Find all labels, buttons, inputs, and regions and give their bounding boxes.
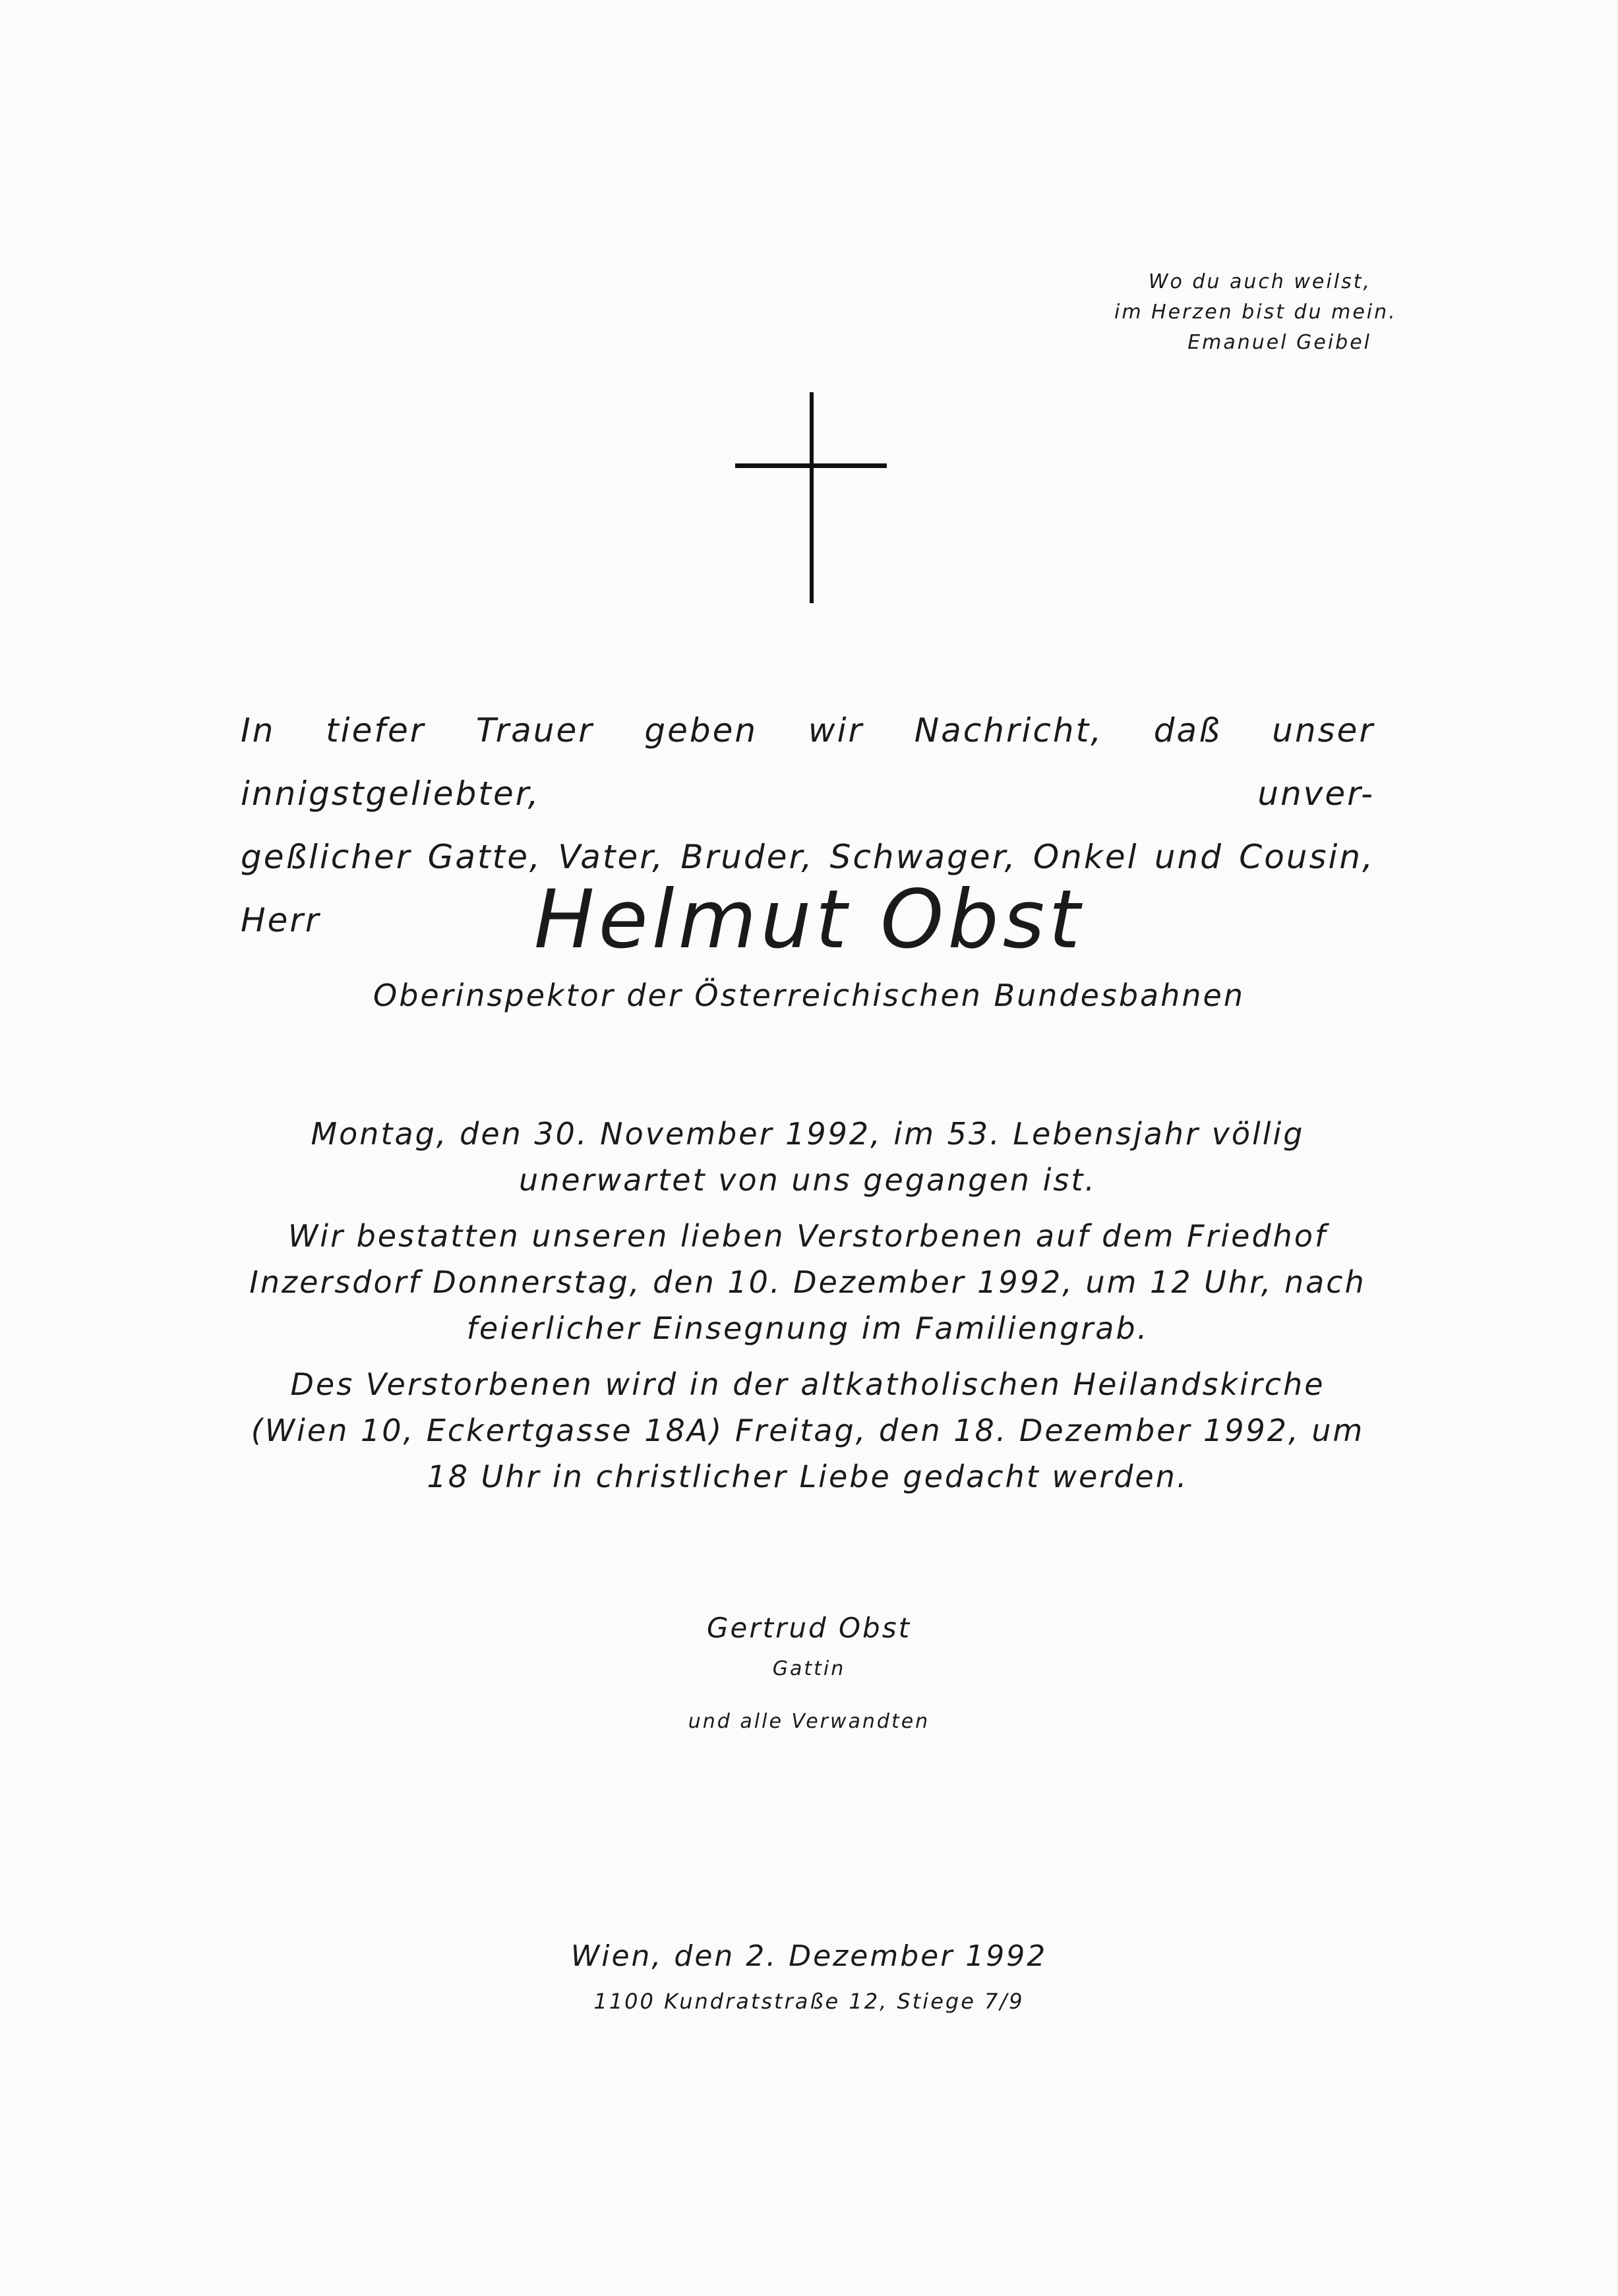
address: 1100 Kundratstraße 12, Stiege 7/9 [593, 1989, 1025, 2014]
death-notice-paragraph: Montag, den 30. November 1992, im 53. Lebensjahr völlig unerwartet von uns gegangen ist. [311, 1116, 1305, 1198]
motto-line-1: Wo du auch weilst, [1148, 270, 1371, 293]
cross-icon [735, 392, 887, 603]
motto-quote [1114, 267, 1397, 358]
memorial-paragraph: Des Verstorbenen wird in der altkatholischen Heilandskirche (Wien 10, Eckertgasse 18A) Freitag, den 18. Dezember 1992, um 18 Uhr in christlicher Liebe gedacht werden. [251, 1367, 1365, 1494]
burial-paragraph: Wir bestatten unseren lieben Verstorbenen auf dem Friedhof Inzersdorf Donnerstag, den 10. Dezember 1992, um 12 Uhr, nach feierlicher Einsegnung im Familiengrab. [249, 1218, 1366, 1346]
signatory-name: Gertrud Obst [706, 1612, 912, 1644]
motto-author: Emanuel Geibel [1187, 331, 1371, 354]
signatory-role: Gattin [772, 1657, 846, 1680]
deceased-title: Oberinspektor der Österreichischen Bundesbahnen [373, 978, 1245, 1013]
deceased-name: Helmut Obst [533, 873, 1085, 966]
intro-line-1: In tiefer Trauer geben wir Nachricht, daß unser innigstgeliebter, unver- [241, 711, 1375, 813]
intro-line-2: geßlicher Gatte, Vater, Bruder, Schwager, Onkel und Cousin, Herr [241, 838, 1375, 939]
place-date: Wien, den 2. Dezember 1992 [570, 1939, 1048, 1973]
motto-line-2: im Herzen bist du mein. [1114, 301, 1397, 324]
signatory-relatives: und alle Verwandten [688, 1710, 930, 1733]
